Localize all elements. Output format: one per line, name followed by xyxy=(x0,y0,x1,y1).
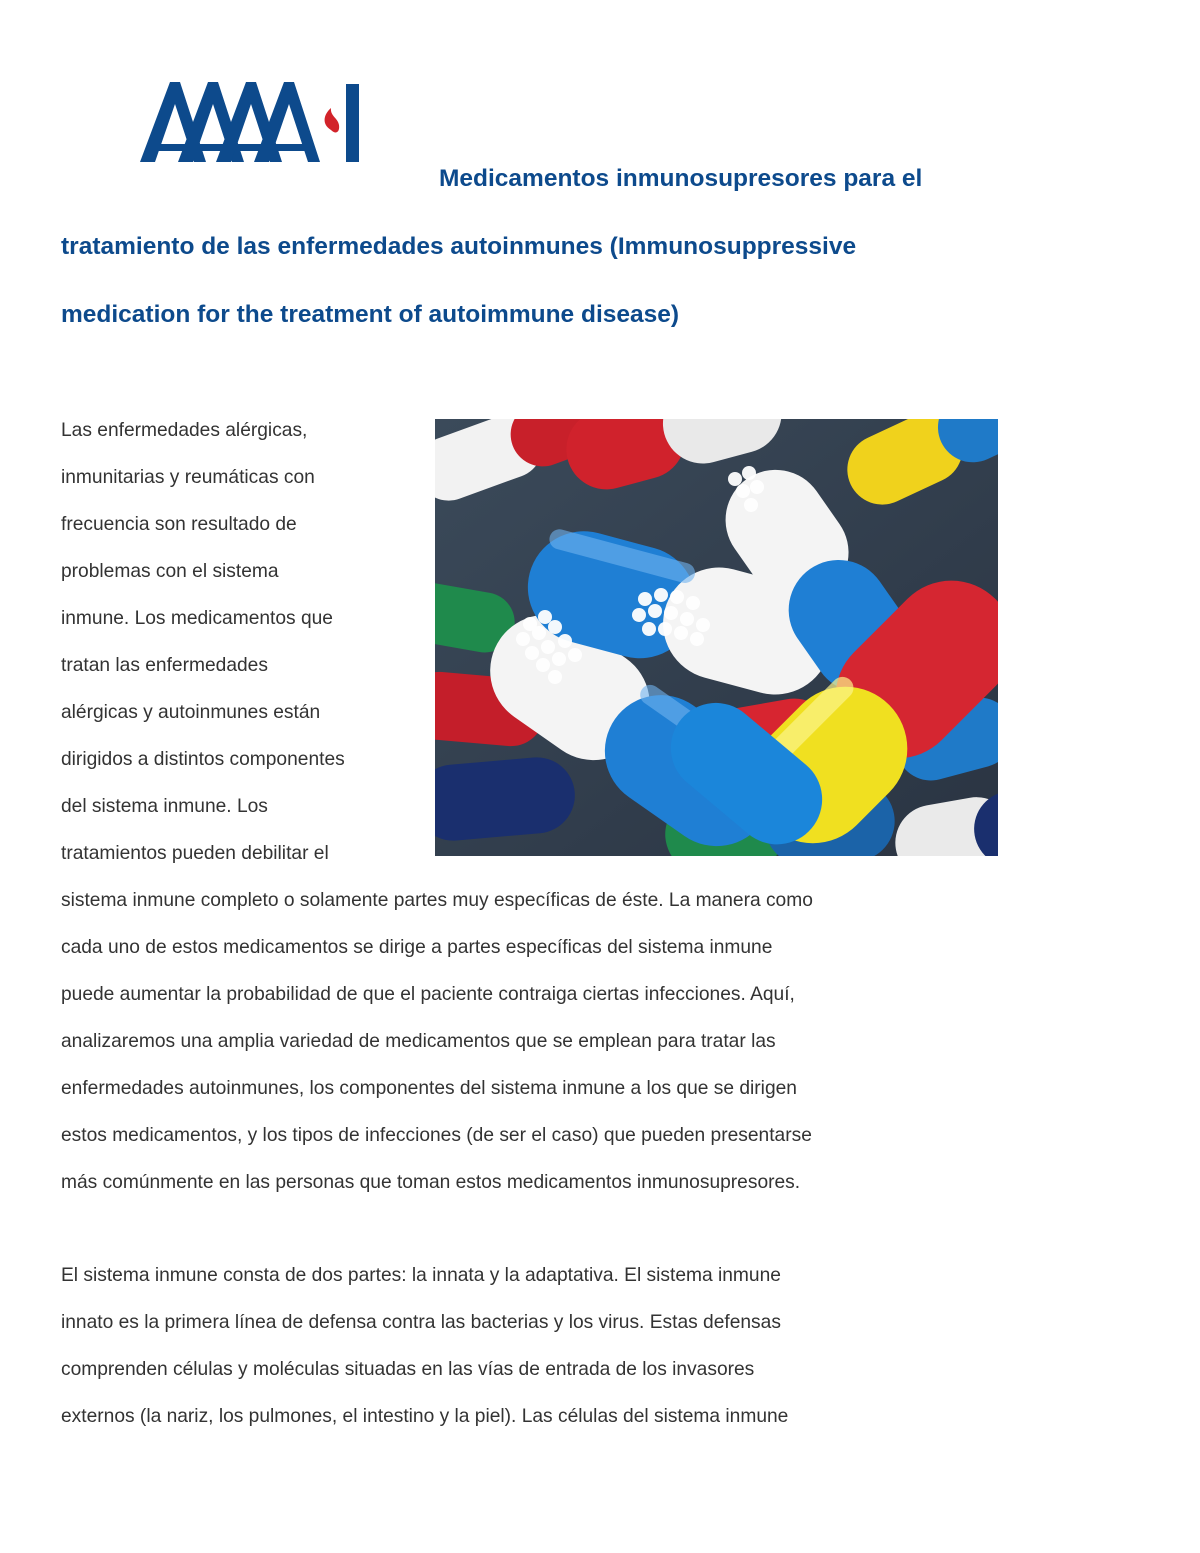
paragraph-line: comprenden células y moléculas situadas en las vías de entrada de los invasores xyxy=(61,1359,755,1380)
paragraph-line: frecuencia son resultado de xyxy=(61,514,297,535)
paragraph-line: dirigidos a distintos componentes xyxy=(61,749,345,770)
paragraph-line: inmune. Los medicamentos que xyxy=(61,608,333,629)
paragraph-line: cada uno de estos medicamentos se dirige a partes específicas del sistema inmune xyxy=(61,937,773,958)
paragraph-line: alérgicas y autoinmunes están xyxy=(61,702,321,723)
paragraph-line: problemas con el sistema xyxy=(61,561,279,582)
immune-system-paragraph xyxy=(61,1252,788,1440)
paragraph-line: tratan las enfermedades xyxy=(61,655,268,676)
page-title xyxy=(61,145,1061,349)
paragraph-line: analizaremos una amplia variedad de medicamentos que se emplean para tratar las xyxy=(61,1031,776,1052)
paragraph-line: enfermedades autoinmunes, los componentes del sistema inmune a los que se dirigen xyxy=(61,1078,797,1099)
paragraph-line: del sistema inmune. Los xyxy=(61,796,268,817)
paragraph-line: sistema inmune completo o solamente partes muy específicas de éste. La manera como xyxy=(61,890,813,911)
paragraph-line: más comúnmente en las personas que toman estos medicamentos inmunosupresores. xyxy=(61,1172,801,1193)
paragraph-line: innato es la primera línea de defensa contra las bacterias y los virus. Estas defensas xyxy=(61,1312,781,1333)
paragraph-line: El sistema inmune consta de dos partes: la innata y la adaptativa. El sistema inmune xyxy=(61,1265,781,1286)
paragraph-line: estos medicamentos, y los tipos de infecciones (de ser el caso) que pueden presentarse xyxy=(61,1125,812,1146)
paragraph-line: inmunitarias y reumáticas con xyxy=(61,467,315,488)
paragraph-line: puede aumentar la probabilidad de que el paciente contraiga ciertas infecciones. Aquí, xyxy=(61,984,795,1005)
intro-paragraph xyxy=(61,407,813,1206)
paragraph-line: tratamientos pueden debilitar el xyxy=(61,843,329,864)
title-line: tratamiento de las enfermedades autoinmunes (Immunosuppressive xyxy=(61,233,857,260)
title-line: medication for the treatment of autoimmune disease) xyxy=(61,301,680,328)
title-line: Medicamentos inmunosupresores para el xyxy=(439,165,923,192)
paragraph-line: externos (la nariz, los pulmones, el intestino y la piel). Las células del sistema inmune xyxy=(61,1406,789,1427)
paragraph-line: Las enfermedades alérgicas, xyxy=(61,420,308,441)
